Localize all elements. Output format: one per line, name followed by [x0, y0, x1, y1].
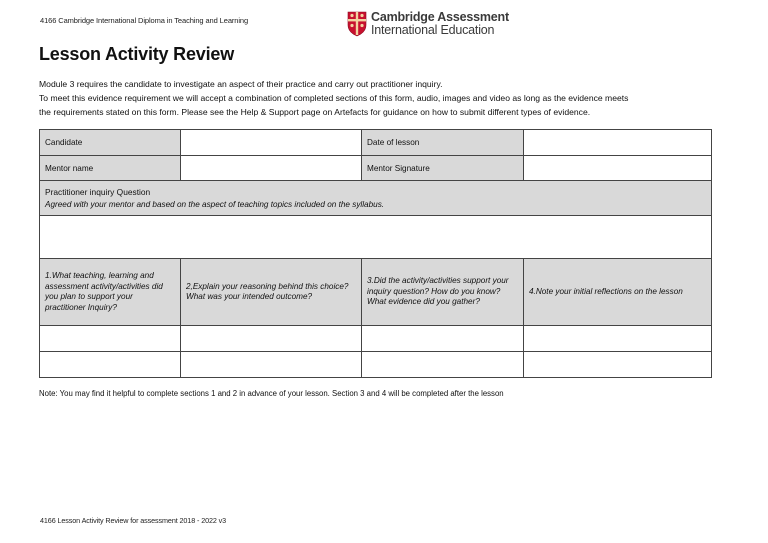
- intro-line-3: the requirements stated on this form. Please see the Help & Support page on Artefacts for guidance on how to submit different types of evidence.: [39, 107, 591, 118]
- shield-icon: [347, 11, 367, 37]
- row1-cell4[interactable]: [524, 326, 712, 352]
- intro-line-2: To meet this evidence requirement we will accept a combination of completed sections of this form, audio, images and video as long as the evidence meets: [39, 93, 629, 104]
- table-row: [40, 326, 712, 352]
- cambridge-logo: [347, 11, 509, 37]
- mentor-signature-field[interactable]: [524, 156, 712, 181]
- page-title: Lesson Activity Review: [39, 44, 235, 64]
- row2-cell1[interactable]: [40, 352, 181, 378]
- candidate-label: Candidate: [40, 130, 181, 156]
- column-header-1: 1.What teaching, learning and assessment activity/activities did you plan to support your practitioner Inquiry?: [40, 259, 181, 326]
- logo-subtitle: International Education: [371, 23, 495, 37]
- candidate-field[interactable]: [181, 130, 362, 156]
- column-header-3: 3.Did the activity/activities support your inquiry question? How do you know? What evidence did you gather?: [362, 259, 524, 326]
- row1-cell1[interactable]: [40, 326, 181, 352]
- inquiry-question-title: Practitioner inquiry Question: [45, 187, 151, 197]
- page-footer: 4166 Lesson Activity Review for assessment 2018 - 2022 v3: [40, 516, 227, 525]
- lesson-review-form: [39, 129, 712, 378]
- row2-cell2[interactable]: [181, 352, 362, 378]
- inquiry-question-subtitle: Agreed with your mentor and based on the aspect of teaching topics included on the syllabus.: [45, 200, 385, 209]
- row2-cell3[interactable]: [362, 352, 524, 378]
- column-header-2: 2,Explain your reasoning behind this choice? What was your intended outcome?: [181, 259, 362, 326]
- completion-note: Note: You may find it helpful to complete sections 1 and 2 in advance of your lesson. Section 3 and 4 will be completed after the lesson: [39, 389, 504, 398]
- row2-cell4[interactable]: [524, 352, 712, 378]
- inquiry-question-header: [40, 181, 712, 216]
- intro-line-1: Module 3 requires the candidate to investigate an aspect of their practice and carry out practitioner inquiry.: [39, 79, 443, 89]
- row1-cell2[interactable]: [181, 326, 362, 352]
- mentor-signature-label: Mentor Signature: [362, 156, 524, 181]
- date-of-lesson-field[interactable]: [524, 130, 712, 156]
- date-of-lesson-label: Date of lesson: [362, 130, 524, 156]
- mentor-name-field[interactable]: [181, 156, 362, 181]
- column-header-4: 4.Note your initial reflections on the lesson: [524, 259, 712, 326]
- intro-text: [39, 77, 739, 120]
- table-row: [40, 352, 712, 378]
- logo-title: Cambridge Assessment: [371, 10, 509, 24]
- course-code: 4166 Cambridge International Diploma in Teaching and Learning: [40, 16, 249, 25]
- inquiry-question-field[interactable]: [40, 216, 712, 259]
- mentor-name-label: Mentor name: [40, 156, 181, 181]
- row1-cell3[interactable]: [362, 326, 524, 352]
